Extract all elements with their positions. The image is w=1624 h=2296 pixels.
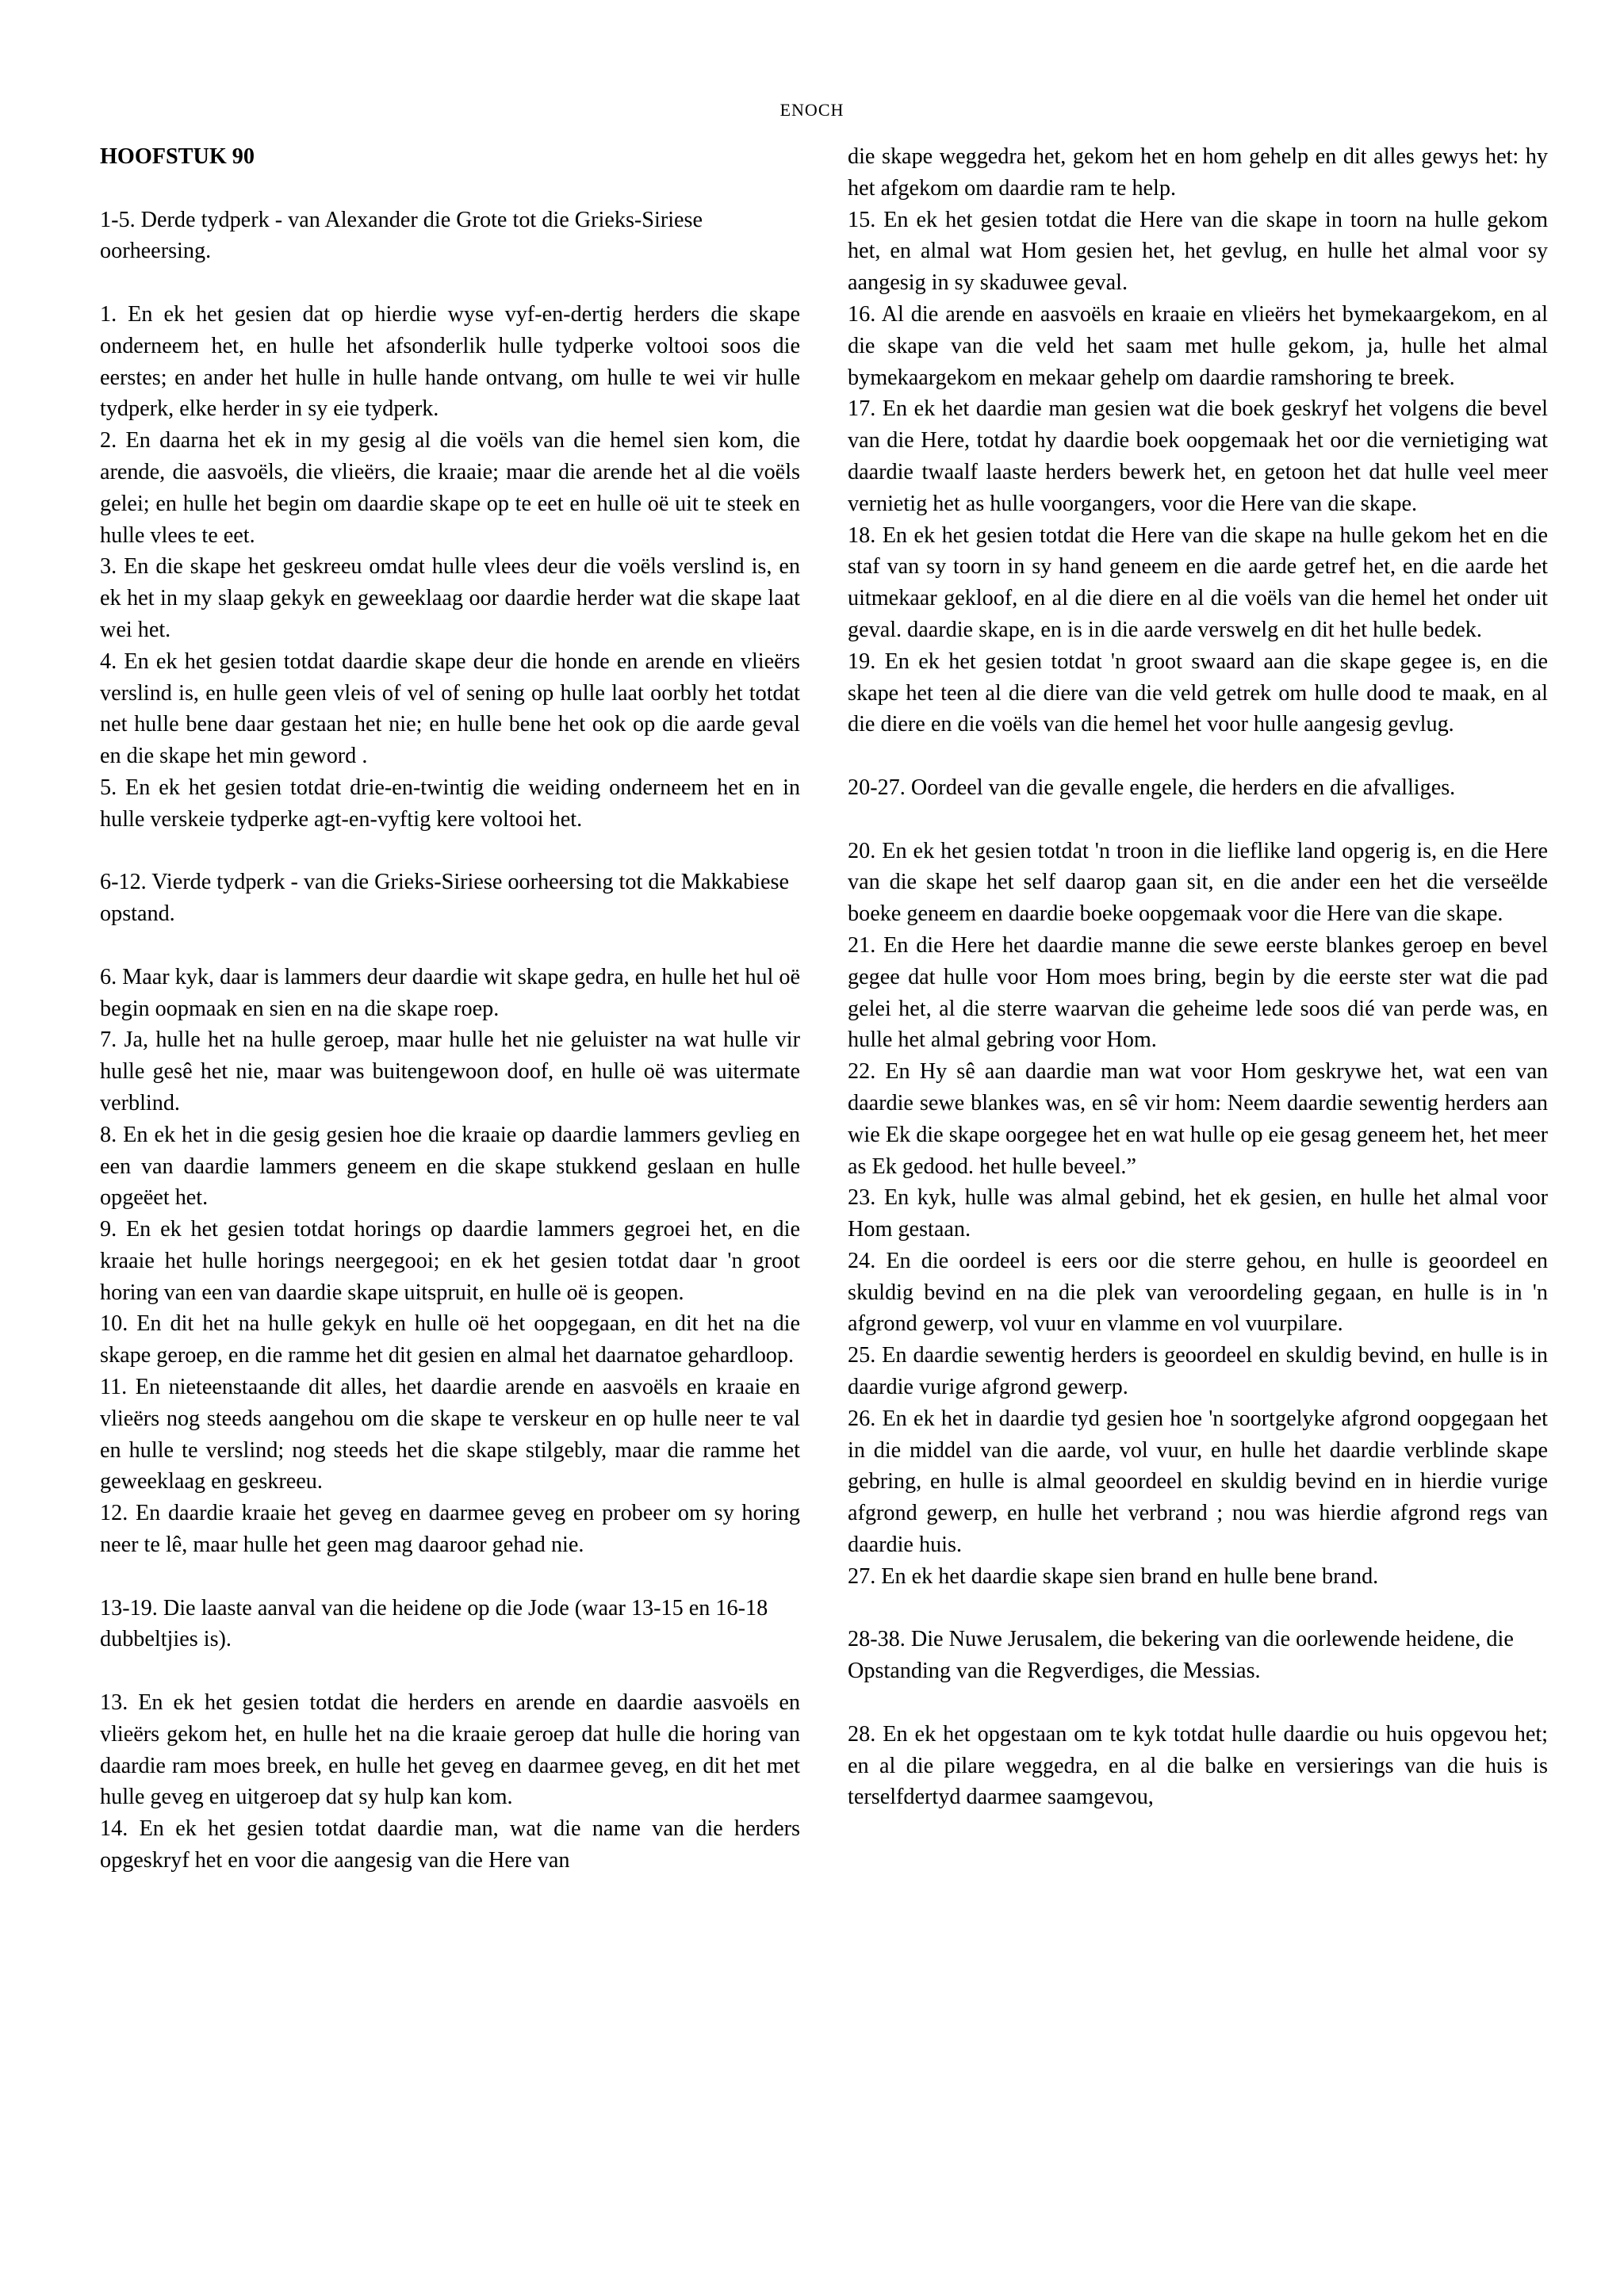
- verse-paragraph: 7. Ja, hulle het na hulle geroep, maar hulle het nie geluister na wat hulle vir hulle gesê het nie, maar was buitengewoon doof, en hulle oë was uitermate verblind.: [100, 1027, 800, 1115]
- verse-paragraph: 23. En kyk, hulle was almal gebind, het ek gesien, en hulle het almal voor Hom gestaan.: [848, 1185, 1548, 1242]
- verse-paragraph: 2. En daarna het ek in my gesig al die voëls van die hemel sien kom, die arende, die aasvoëls, die vlieërs, die kraaie; maar die arende het al die voëls gelei; en hulle het begin om daardie skape op te eet en hulle oë uit te steek en hulle vlees te eet.: [100, 428, 800, 548]
- verse-paragraph: 11. En nieteenstaande dit alles, het daardie arende en aasvoëls en kraaie en vlieërs nog steeds aangehou om die skape te verskeur en op hulle neer te val en hulle te verslind; nog steeds het die skape stilgebly, maar die ramme het geweeklaag en geskreeu.: [100, 1375, 800, 1494]
- verse-paragraph: die skape weggedra het, gekom het en hom gehelp en dit alles gewys het: hy het afgekom om daardie ram te help.: [848, 144, 1548, 201]
- section-heading: 6-12. Vierde tydperk - van die Grieks-Siriese oorheersing tot die Makkabiese opstand.: [100, 870, 789, 927]
- verse-paragraph: 3. En die skape het geskreeu omdat hulle vlees deur die voëls verslind is, en ek het in my slaap gekyk en geweeklaag oor daardie herder wat die skape laat wei het.: [100, 554, 800, 642]
- verse-paragraph: 9. En ek het gesien totdat horings op daardie lammers gegroei het, en die kraaie het hulle horings neergegooi; en ek het gesien totdat daar 'n groot horing van een van daardie skape uitspruit, en hulle oë is geopen.: [100, 1217, 800, 1305]
- verse-paragraph: 19. En ek het gesien totdat 'n groot swaard aan die skape gegee is, en die skape het teen al die diere van die veld getrek om hulle dood te maak, en al die diere en die voëls van die hemel het voor hulle aangesig gevlug.: [848, 649, 1548, 737]
- verse-paragraph: 26. En ek het in daardie tyd gesien hoe 'n soortgelyke afgrond oopgegaan het in die middel van die aarde, vol vuur, en hulle het daardie verblinde skape gebring, en hulle is almal geoordeel en skuldig bevind en in hierdie vurige afgrond gewerp, en hulle het verbrand ; nou was hierdie afgrond regs van daardie huis.: [848, 1406, 1548, 1558]
- verse-paragraph: 4. En ek het gesien totdat daardie skape deur die honde en arende en vlieërs verslind is, en hulle geen vleis of vel of sening op hulle laat oorbly het totdat net hulle bene daar gestaan het nie; en hulle bene het ook op die aarde geval en die skape het min geword .: [100, 649, 800, 769]
- section-heading: 20-27. Oordeel van die gevalle engele, die herders en die afvalliges.: [848, 775, 1456, 800]
- right-column: [848, 141, 1548, 1813]
- verse-paragraph: 14. En ek het gesien totdat daardie man, wat die name van die herders opgeskryf het en voor die aangesig van die Here van: [100, 1816, 800, 1873]
- verse-paragraph: 16. Al die arende en aasvoëls en kraaie en vlieërs het bymekaargekom, en al die skape van die veld het saam met hulle gekom, ja, hulle het almal bymekaargekom en mekaar gehelp om daardie ramshoring te breek.: [848, 301, 1548, 390]
- verse-paragraph: 17. En ek het daardie man gesien wat die boek geskryf het volgens die bevel van die Here, totdat hy daardie boek oopgemaak het oor die vernietiging wat daardie twaalf laaste herders bewerk het, en getoon het dat hulle veel meer vernietig het as hulle voorgangers, voor die Here van die skape.: [848, 396, 1548, 516]
- verse-paragraph: 10. En dit het na hulle gekyk en hulle oë het oopgegaan, en dit het na die skape geroep, en die ramme het dit gesien en almal het daarnatoe gehardloop.: [100, 1311, 800, 1368]
- verse-paragraph: 15. En ek het gesien totdat die Here van die skape in toorn na hulle gekom het, en almal wat Hom gesien het, het gevlug, en hulle het almal voor sy aangesig in sy skaduwee geval.: [848, 207, 1548, 296]
- left-column: [100, 141, 800, 1877]
- verse-paragraph: 27. En ek het daardie skape sien brand en hulle bene brand.: [848, 1563, 1379, 1589]
- verse-paragraph: 21. En die Here het daardie manne die sewe eerste blankes geroep en bevel gegee dat hulle voor Hom moes bring, begin by die eerste ster wat die pad gelei het, al die sterre waarvan die geheime lede soos dié van perde was, en hulle het almal gebring voor Hom.: [848, 932, 1548, 1053]
- verse-paragraph: 1. En ek het gesien dat op hierdie wyse vyf-en-dertig herders die skape onderneem het, en hulle het afsonderlik hulle tydperke voltooi soos die eerstes; en ander het hulle in hulle hande ontvang, om hulle te wei vir hulle tydperk, elke herder in sy eie tydperk.: [100, 301, 800, 422]
- section-heading: 28-38. Die Nuwe Jerusalem, die bekering van die oorlewende heidene, die Opstanding van die Regverdiges, die Messias.: [848, 1627, 1514, 1684]
- verse-paragraph: 12. En daardie kraaie het geveg en daarmee geveg en probeer om sy horing neer te lê, maar hulle het geen mag daaroor gehad nie.: [100, 1501, 800, 1558]
- verse-paragraph: 24. En die oordeel is eers oor die sterre gehou, en hulle is geoordeel en skuldig bevind en na die plek van veroordeling gegaan, en hulle is in 'n afgrond gewerp, vol vuur en vlamme en vol vuurpilare.: [848, 1248, 1548, 1337]
- chapter-heading: HOOFSTUK 90: [100, 144, 255, 169]
- section-heading: 13-19. Die laaste aanval van die heidene op die Jode (waar 13-15 en 16-18 dubbeltjies is).: [100, 1595, 768, 1652]
- section-heading: 1-5. Derde tydperk - van Alexander die Grote tot die Grieks-Siriese oorheersing.: [100, 207, 703, 264]
- verse-paragraph: 20. En ek het gesien totdat 'n troon in die lieflike land opgerig is, en die Here van die skape het self daarop gaan sit, en die ander een het die verseëlde boeke geneem en daardie boeke oopgemaak voor die Here van die skape.: [848, 838, 1548, 927]
- verse-paragraph: 5. En ek het gesien totdat drie-en-twintig die weiding onderneem het en in hulle verskeie tydperke agt-en-vyftig kere voltooi het.: [100, 775, 800, 832]
- verse-paragraph: 6. Maar kyk, daar is lammers deur daardie wit skape gedra, en hulle het hul oë begin oopmaak en sien en na die skape roep.: [100, 964, 800, 1021]
- verse-paragraph: 13. En ek het gesien totdat die herders en arende en daardie aasvoëls en vlieërs gekom het, en hulle het na die kraaie geroep dat hulle die horing van daardie ram moes breek, en hulle het geveg en daarmee geveg, en dit het met hulle geveg en uitgeroep dat sy hulp kan kom.: [100, 1690, 800, 1810]
- verse-paragraph: 25. En daardie sewentig herders is geoordeel en skuldig bevind, en hulle is in daardie vurige afgrond gewerp.: [848, 1343, 1548, 1400]
- verse-paragraph: 22. En Hy sê aan daardie man wat voor Hom geskrywe het, wat een van daardie sewe blankes was, en sê vir hom: Neem daardie sewentig herders aan wie Ek die skape oorgegee het en wat hulle op eie gesag geneem het, het meer as Ek gedood. het hulle beveel.”: [848, 1059, 1548, 1179]
- verse-paragraph: 18. En ek het gesien totdat die Here van die skape na hulle gekom het en die staf van sy toorn in sy hand geneem en die aarde getref het, en die aarde het uitmekaar gekloof, en al die diere en al die voëls van die hemel het onder uit geval. daardie skape, en is in die aarde verswelg en dit het hulle bedek.: [848, 522, 1548, 642]
- verse-paragraph: 28. En ek het opgestaan om te kyk totdat hulle daardie ou huis opgevou het; en al die pilare weggedra, en al die balke en versierings van die huis is terselfdertyd daarmee saamgevou,: [848, 1721, 1548, 1810]
- running-head: ENOCH: [779, 100, 845, 120]
- verse-paragraph: 8. En ek het in die gesig gesien hoe die kraaie op daardie lammers gevlieg en een van daardie lammers geneem en die skape stukkend geslaan en hulle opgeëet het.: [100, 1122, 800, 1211]
